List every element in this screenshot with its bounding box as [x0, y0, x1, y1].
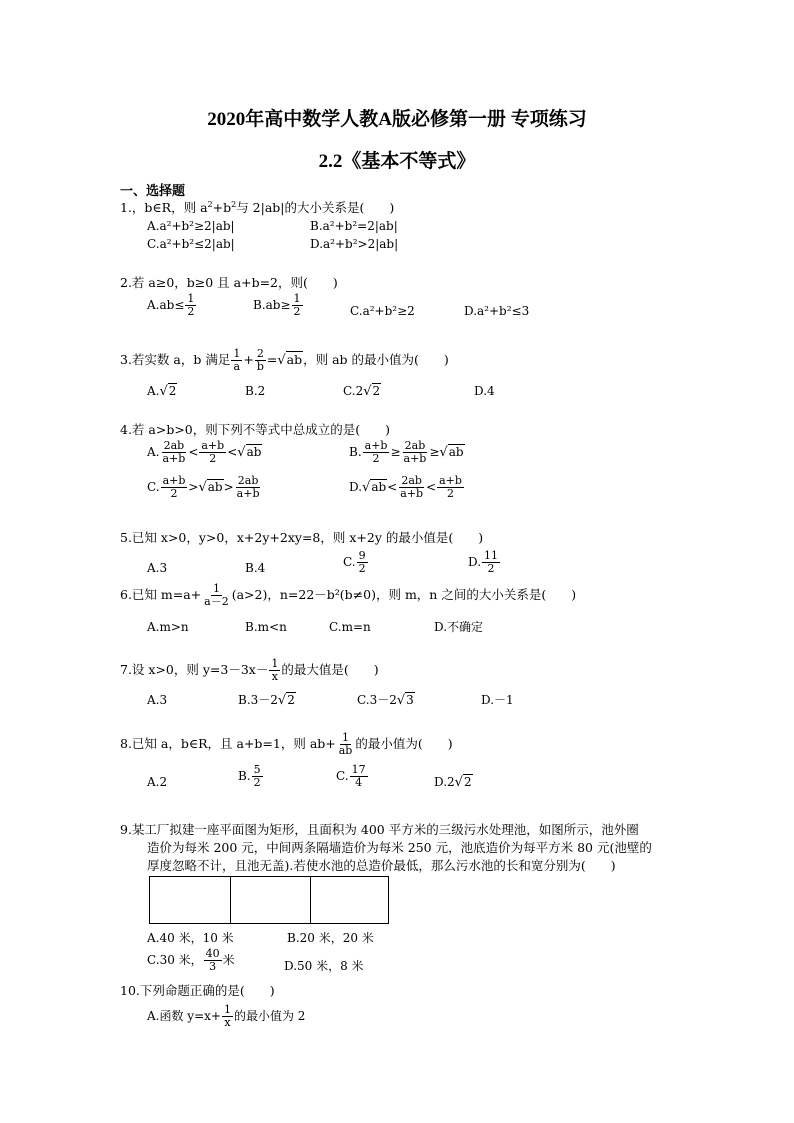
q5-text: C.: [343, 555, 356, 569]
q6-option-d[interactable]: D.不确定: [434, 620, 484, 634]
q7-option-c[interactable]: [357, 692, 415, 709]
sqrt-icon: √ab: [237, 445, 262, 460]
fraction: $\frac{2ab}{a+b}$: [162, 439, 186, 465]
sqrt-icon: √3: [396, 693, 414, 708]
q4-text: ≥: [390, 445, 401, 459]
q4-text: <: [426, 480, 437, 494]
q7-text: 7.设 x>0，则 y=3－3x－: [120, 662, 269, 677]
q8-text: 的最小值为( ): [355, 736, 453, 751]
q9-option-d[interactable]: D.50 米，8 米: [284, 959, 364, 973]
q9-text: C.30 米，: [147, 953, 203, 967]
q3-c-text: C.2: [343, 384, 364, 398]
q4-text: C.: [147, 480, 160, 494]
q1-option-b[interactable]: B.a²+b²=2|ab|: [310, 219, 398, 233]
sqrt-icon: √2: [277, 693, 295, 708]
pool-divider-wall: [230, 877, 231, 923]
q2-option-a[interactable]: [147, 293, 197, 318]
q4-text: ≥: [429, 445, 440, 459]
sqrt-icon: √2: [454, 775, 472, 790]
q10-option-a[interactable]: [147, 1004, 305, 1029]
q3-option-c[interactable]: [343, 383, 381, 400]
pool-diagram: [149, 876, 389, 924]
question-9-line-1: 9.某工厂拟建一座平面图为矩形，且面积为 400 平方米的三级污水处理池，如图所示，池外圈: [120, 822, 639, 837]
q10-text: 的最小值为 2: [233, 1009, 306, 1023]
sqrt-icon: √ab: [277, 352, 303, 368]
q1-stem-part: 1.，b∈R，则 a: [120, 200, 208, 215]
question-9-line-2: 造价为每米 200 元，中间两条隔墙造价为每米 250 元，池底造价为每平方米 80 元(池壁的: [147, 840, 652, 855]
question-1-stem: 1.，b∈R，则 $a^2+b^2$与 2|ab|的大小关系是( ): [120, 199, 395, 215]
q4-option-c[interactable]: [147, 475, 263, 500]
q8-text: C.: [336, 769, 349, 783]
q7-option-d[interactable]: D.－1: [481, 693, 514, 707]
q5-option-c[interactable]: [343, 550, 369, 575]
q8-text: 8.已知 a，b∈R，且 a+b=1，则 ab+: [120, 736, 336, 751]
q1-stem-part: 与 2|ab|的大小关系是( ): [236, 200, 395, 215]
q9-option-c[interactable]: [147, 948, 235, 973]
pool-divider-wall: [310, 877, 311, 923]
q2-option-d[interactable]: D.a²+b²≤3: [464, 304, 530, 318]
q3-option-a[interactable]: [147, 383, 177, 400]
q3-text: 3.若实数 a，b 满足: [120, 352, 231, 367]
fraction: $\frac{2ab}{a+b}$: [236, 474, 260, 500]
sqrt-icon: √ab: [362, 480, 387, 495]
sqrt-icon: √ab: [198, 480, 223, 495]
fraction: $\frac{1}{x}$: [271, 657, 279, 683]
question-4-stem: 4.若 a>b>0，则下列不等式中总成立的是( ): [120, 422, 391, 437]
q7-option-b[interactable]: [238, 692, 296, 709]
fraction: $\frac{2ab}{a+b}$: [400, 474, 424, 500]
q4-text: >: [223, 480, 234, 494]
q1-option-c[interactable]: C.a²+b²≤2|ab|: [147, 237, 235, 251]
q5-text: D.: [468, 555, 482, 569]
q7-text: C.3－2: [357, 693, 397, 707]
q6-option-b[interactable]: B.m<n: [245, 620, 287, 634]
q8-option-c[interactable]: [336, 764, 369, 789]
fraction: $\frac{a+b}{2}$: [201, 439, 225, 465]
fraction: $\frac{2}{b}$: [256, 347, 264, 373]
q8-option-a[interactable]: A.2: [147, 775, 168, 789]
q2-option-c[interactable]: C.a²+b²≥2: [350, 304, 415, 318]
q3-a-text: A.: [147, 384, 160, 398]
q4-text: <: [188, 445, 199, 459]
sqrt-icon: √ab: [439, 445, 464, 460]
fraction: $\frac{1}{2}$: [187, 292, 195, 318]
q9-text: 米: [222, 953, 235, 967]
fraction: $\frac{5}{2}$: [253, 763, 261, 789]
q4-option-d[interactable]: [349, 475, 465, 500]
q5-option-b[interactable]: B.4: [245, 561, 266, 575]
q5-option-d[interactable]: [468, 550, 501, 575]
fraction: $\frac{40}{3}$: [205, 947, 220, 973]
q6-option-c[interactable]: C.m=n: [329, 620, 371, 634]
q1-stem-part: +b: [212, 200, 232, 215]
question-10-stem: 10.下列命题正确的是( ): [120, 983, 275, 998]
q1-option-a[interactable]: A.a²+b²≥2|ab|: [147, 219, 235, 233]
page-title: 2020年高中数学人教A版必修第一册 专项练习: [207, 109, 587, 130]
q4-option-a[interactable]: [147, 440, 262, 465]
page-subtitle: 2.2《基本不等式》: [318, 151, 476, 172]
q6-text: (a>2)，n=22－b²(b≠0)，则 m，n 之间的大小关系是( ): [231, 587, 577, 602]
sqrt-icon: √2: [159, 384, 177, 399]
q8-text: D.2: [434, 775, 455, 789]
q4-text: >: [188, 480, 199, 494]
q4-text: D.: [349, 480, 363, 494]
q7-option-a[interactable]: A.3: [147, 693, 168, 707]
question-3-stem: [120, 348, 449, 373]
question-6-stem: [120, 583, 576, 608]
fraction: $\frac{1}{x}$: [223, 1003, 231, 1029]
q4-text: <: [387, 480, 398, 494]
q3-text: ，则 ab 的最小值为( ): [303, 352, 449, 367]
q3-text: =: [266, 352, 278, 367]
fraction: $\frac{1}{a-2}$: [204, 582, 229, 608]
q7-text: 的最大值是( ): [281, 662, 379, 677]
sqrt-icon: √2: [363, 384, 381, 399]
q7-text: B.3－2: [238, 693, 278, 707]
fraction: $\frac{a+b}{2}$: [162, 474, 186, 500]
fraction: $\frac{a+b}{2}$: [364, 439, 388, 465]
fraction: $\frac{17}{4}$: [351, 763, 366, 789]
fraction: $\frac{1}{a}$: [233, 347, 241, 373]
fraction: $\frac{1}{ab}$: [338, 731, 353, 757]
question-8-stem: [120, 732, 453, 757]
q4-text: A.: [147, 445, 160, 459]
q5-option-a[interactable]: A.3: [147, 561, 168, 575]
q2-a-text: A.ab≤: [147, 298, 185, 312]
q8-text: B.: [238, 769, 251, 783]
fraction: $\frac{2ab}{a+b}$: [403, 439, 427, 465]
q2-b-text: B.ab≥: [253, 298, 291, 312]
question-7-stem: [120, 658, 379, 683]
fraction: $\frac{9}{2}$: [358, 549, 366, 575]
q4-text: B.: [349, 445, 362, 459]
q8-option-b[interactable]: [238, 764, 264, 789]
section-heading: 一、选择题: [120, 184, 186, 199]
q9-option-b[interactable]: B.20 米，20 米: [287, 931, 374, 945]
q6-option-a[interactable]: A.m>n: [147, 620, 189, 634]
q3-option-d[interactable]: D.4: [474, 384, 495, 398]
fraction: $\frac{1}{2}$: [293, 292, 301, 318]
question-9-line-3: 厚度忽略不计，且池无盖).若使水池的总造价最低，那么污水池的长和宽分别为( ): [147, 858, 616, 873]
q3-option-b[interactable]: B.2: [245, 384, 266, 398]
question-5-stem: 5.已知 x>0，y>0，x+2y+2xy=8，则 x+2y 的最小值是( ): [120, 530, 484, 545]
q2-option-b[interactable]: [253, 293, 304, 318]
question-2-stem: 2.若 a≥0，b≥0 且 a+b=2，则( ): [120, 275, 338, 290]
fraction: $\frac{a+b}{2}$: [439, 474, 462, 500]
q6-text: 6.已知 m=a+: [120, 587, 202, 602]
q4-text: <: [227, 445, 238, 459]
q1-option-d[interactable]: D.a²+b²>2|ab|: [310, 237, 399, 251]
q9-option-a[interactable]: A.40 米，10 米: [147, 931, 234, 945]
q4-option-b[interactable]: [349, 440, 465, 465]
q3-text: +: [243, 352, 254, 367]
q8-option-d[interactable]: [434, 774, 473, 791]
fraction: $\frac{11}{2}$: [484, 549, 499, 575]
q10-text: A.函数 y=x+: [147, 1009, 221, 1023]
